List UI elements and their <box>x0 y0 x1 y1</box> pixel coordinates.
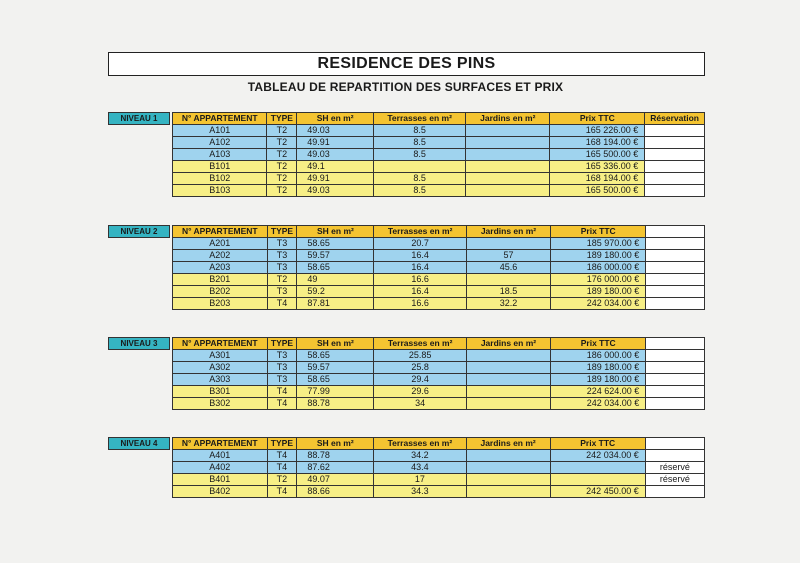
cell-sh: 59.2 <box>297 286 374 298</box>
cell-reservation <box>646 250 705 262</box>
cell-apartment: A101 <box>173 125 267 137</box>
cell-type: T4 <box>267 386 297 398</box>
cell-terrasse: 29.4 <box>374 374 466 386</box>
cell-terrasse: 25.85 <box>374 350 466 362</box>
header-jardin: Jardins en m² <box>466 438 550 450</box>
cell-jardin: 57 <box>466 250 550 262</box>
table-row <box>173 286 705 298</box>
cell-terrasse: 43.4 <box>374 462 466 474</box>
cell-sh: 58.65 <box>297 238 374 250</box>
header-jardin: Jardins en m² <box>466 226 550 238</box>
cell-jardin <box>466 486 550 498</box>
cell-prix: 165 226.00 € <box>550 125 645 137</box>
cell-type: T4 <box>267 298 297 310</box>
cell-sh: 59.57 <box>297 250 374 262</box>
cell-reservation <box>646 398 705 410</box>
cell-reservation <box>646 386 705 398</box>
cell-prix: 176 000.00 € <box>551 274 646 286</box>
table-row <box>173 374 705 386</box>
cell-sh: 49.03 <box>297 149 374 161</box>
cell-jardin <box>466 398 550 410</box>
header-row <box>173 113 705 125</box>
table-row <box>173 486 705 498</box>
header-type: TYPE <box>267 226 297 238</box>
header-reservation <box>646 226 705 238</box>
cell-apartment: A103 <box>173 149 267 161</box>
level-table <box>172 337 705 410</box>
cell-terrasse: 29.6 <box>374 386 466 398</box>
cell-terrasse: 16.4 <box>374 286 466 298</box>
cell-prix: 189 180.00 € <box>551 362 646 374</box>
table-row <box>173 137 705 149</box>
header-terrasse: Terrasses en m² <box>374 438 466 450</box>
cell-terrasse: 16.6 <box>374 298 466 310</box>
cell-reservation <box>646 286 705 298</box>
header-apartment: N° APPARTEMENT <box>173 338 268 350</box>
cell-jardin <box>466 173 550 185</box>
cell-apartment: B103 <box>173 185 267 197</box>
header-reservation: Réservation <box>645 113 705 125</box>
header-type: TYPE <box>267 338 297 350</box>
cell-reservation <box>645 149 705 161</box>
cell-sh: 49 <box>297 274 374 286</box>
cell-type: T2 <box>267 137 297 149</box>
header-sh: SH en m² <box>297 438 374 450</box>
cell-type: T4 <box>267 398 297 410</box>
header-apartment: N° APPARTEMENT <box>173 438 268 450</box>
cell-type: T2 <box>267 161 297 173</box>
cell-prix: 242 034.00 € <box>551 298 646 310</box>
cell-type: T2 <box>267 173 297 185</box>
header-type: TYPE <box>267 438 297 450</box>
cell-jardin <box>466 149 550 161</box>
cell-jardin <box>466 274 550 286</box>
cell-terrasse <box>374 161 466 173</box>
cell-sh: 87.81 <box>297 298 374 310</box>
cell-apartment: B201 <box>173 274 268 286</box>
header-sh: SH en m² <box>297 113 374 125</box>
cell-jardin <box>466 125 550 137</box>
table-row <box>173 149 705 161</box>
cell-apartment: B203 <box>173 298 268 310</box>
cell-jardin <box>466 374 550 386</box>
cell-terrasse: 17 <box>374 474 466 486</box>
cell-terrasse: 8.5 <box>374 125 466 137</box>
cell-apartment: A303 <box>173 374 268 386</box>
header-sh: SH en m² <box>297 338 374 350</box>
cell-type: T3 <box>267 262 297 274</box>
table-row <box>173 250 705 262</box>
cell-type: T3 <box>267 238 297 250</box>
cell-prix: 165 500.00 € <box>550 149 645 161</box>
cell-type: T2 <box>267 185 297 197</box>
header-terrasse: Terrasses en m² <box>374 226 466 238</box>
cell-prix: 165 500.00 € <box>550 185 645 197</box>
header-apartment: N° APPARTEMENT <box>173 226 268 238</box>
header-row <box>173 438 705 450</box>
cell-terrasse: 25.8 <box>374 362 466 374</box>
table-row <box>173 462 705 474</box>
header-reservation <box>645 438 704 450</box>
cell-prix: 165 336.00 € <box>550 161 645 173</box>
level-label: NIVEAU 3 <box>108 337 170 350</box>
cell-sh: 88.66 <box>297 486 374 498</box>
cell-apartment: A102 <box>173 137 267 149</box>
cell-terrasse: 16.6 <box>374 274 466 286</box>
header-row <box>173 226 705 238</box>
cell-sh: 59.57 <box>297 362 374 374</box>
cell-apartment: A203 <box>173 262 268 274</box>
cell-jardin <box>466 350 550 362</box>
cell-type: T3 <box>267 350 297 362</box>
table-row <box>173 262 705 274</box>
cell-prix: 189 180.00 € <box>551 286 646 298</box>
cell-prix: 242 450.00 € <box>550 486 645 498</box>
cell-prix <box>550 474 645 486</box>
cell-reservation <box>645 137 705 149</box>
cell-apartment: B302 <box>173 398 268 410</box>
cell-type: T3 <box>267 362 297 374</box>
cell-terrasse: 8.5 <box>374 137 466 149</box>
cell-type: T2 <box>267 149 297 161</box>
table-row <box>173 350 705 362</box>
cell-prix: 185 970.00 € <box>551 238 646 250</box>
header-prix: Prix TTC <box>551 338 646 350</box>
header-type: TYPE <box>267 113 297 125</box>
cell-jardin: 32.2 <box>466 298 550 310</box>
cell-jardin <box>466 185 550 197</box>
table-row <box>173 274 705 286</box>
cell-apartment: A402 <box>173 462 268 474</box>
cell-sh: 58.65 <box>297 374 374 386</box>
cell-reservation <box>645 173 705 185</box>
table-row <box>173 474 705 486</box>
cell-prix: 224 624.00 € <box>551 386 646 398</box>
cell-reservation: réservé <box>645 474 704 486</box>
cell-terrasse: 34.3 <box>374 486 466 498</box>
table-row <box>173 173 705 185</box>
cell-prix: 189 180.00 € <box>551 250 646 262</box>
cell-jardin <box>466 137 550 149</box>
title-text: RESIDENCE DES PINS <box>317 55 496 72</box>
table-row <box>173 386 705 398</box>
document-title <box>108 52 705 76</box>
table-row <box>173 238 705 250</box>
cell-sh: 49.91 <box>297 137 374 149</box>
cell-terrasse: 16.4 <box>374 262 466 274</box>
cell-apartment: B401 <box>173 474 268 486</box>
table-row <box>173 362 705 374</box>
cell-reservation <box>646 238 705 250</box>
cell-jardin <box>466 386 550 398</box>
table-row <box>173 398 705 410</box>
table-row <box>173 450 705 462</box>
cell-apartment: B101 <box>173 161 267 173</box>
cell-prix: 242 034.00 € <box>550 450 645 462</box>
document-subtitle: TABLEAU DE REPARTITION DES SURFACES ET PRIX <box>247 80 564 94</box>
cell-sh: 49.91 <box>297 173 374 185</box>
header-row <box>173 338 705 350</box>
cell-prix: 186 000.00 € <box>551 350 646 362</box>
cell-apartment: B301 <box>173 386 268 398</box>
cell-sh: 49.03 <box>297 185 374 197</box>
header-apartment: N° APPARTEMENT <box>173 113 267 125</box>
table-row <box>173 185 705 197</box>
cell-sh: 49.1 <box>297 161 374 173</box>
cell-terrasse: 34.2 <box>374 450 466 462</box>
cell-type: T4 <box>267 450 297 462</box>
cell-sh: 87.62 <box>297 462 374 474</box>
cell-jardin: 45.6 <box>466 262 550 274</box>
cell-terrasse: 34 <box>374 398 466 410</box>
cell-apartment: B102 <box>173 173 267 185</box>
header-prix: Prix TTC <box>551 226 646 238</box>
cell-sh: 49.03 <box>297 125 374 137</box>
header-prix: Prix TTC <box>550 438 645 450</box>
cell-reservation <box>645 486 704 498</box>
cell-apartment: A201 <box>173 238 268 250</box>
cell-apartment: B402 <box>173 486 268 498</box>
cell-reservation <box>646 350 705 362</box>
cell-sh: 58.65 <box>297 350 374 362</box>
cell-sh: 88.78 <box>297 450 374 462</box>
cell-sh: 49.07 <box>297 474 374 486</box>
cell-jardin <box>466 462 550 474</box>
cell-apartment: A302 <box>173 362 268 374</box>
table-row <box>173 125 705 137</box>
cell-apartment: A401 <box>173 450 268 462</box>
header-sh: SH en m² <box>297 226 374 238</box>
level-table <box>172 437 705 498</box>
cell-jardin <box>466 362 550 374</box>
header-reservation <box>646 338 705 350</box>
cell-prix: 242 034.00 € <box>551 398 646 410</box>
cell-prix: 186 000.00 € <box>551 262 646 274</box>
cell-reservation <box>645 450 704 462</box>
cell-jardin: 18.5 <box>466 286 550 298</box>
cell-jardin <box>466 450 550 462</box>
cell-prix <box>550 462 645 474</box>
cell-terrasse: 20.7 <box>374 238 466 250</box>
cell-type: T2 <box>267 274 297 286</box>
header-jardin: Jardins en m² <box>466 338 550 350</box>
cell-reservation <box>645 161 705 173</box>
level-label: NIVEAU 4 <box>108 437 170 450</box>
cell-sh: 77.99 <box>297 386 374 398</box>
cell-reservation: réservé <box>645 462 704 474</box>
cell-terrasse: 8.5 <box>374 149 466 161</box>
cell-apartment: A202 <box>173 250 268 262</box>
level-label: NIVEAU 1 <box>108 112 170 125</box>
header-jardin: Jardins en m² <box>466 113 550 125</box>
cell-reservation <box>645 125 705 137</box>
cell-prix: 189 180.00 € <box>551 374 646 386</box>
table-row <box>173 161 705 173</box>
level-label: NIVEAU 2 <box>108 225 170 238</box>
cell-reservation <box>646 298 705 310</box>
cell-jardin <box>466 238 550 250</box>
level-table <box>172 112 705 197</box>
table-row <box>173 298 705 310</box>
cell-reservation <box>646 274 705 286</box>
cell-jardin <box>466 474 550 486</box>
header-prix: Prix TTC <box>550 113 645 125</box>
cell-terrasse: 8.5 <box>374 173 466 185</box>
cell-terrasse: 16.4 <box>374 250 466 262</box>
cell-reservation <box>646 374 705 386</box>
cell-type: T2 <box>267 125 297 137</box>
cell-terrasse: 8.5 <box>374 185 466 197</box>
cell-type: T4 <box>267 462 297 474</box>
cell-type: T2 <box>267 474 297 486</box>
cell-apartment: B202 <box>173 286 268 298</box>
cell-prix: 168 194.00 € <box>550 173 645 185</box>
header-terrasse: Terrasses en m² <box>374 338 466 350</box>
header-terrasse: Terrasses en m² <box>374 113 466 125</box>
cell-reservation <box>646 362 705 374</box>
cell-reservation <box>645 185 705 197</box>
cell-sh: 58.65 <box>297 262 374 274</box>
cell-type: T4 <box>267 486 297 498</box>
cell-type: T3 <box>267 374 297 386</box>
cell-sh: 88.78 <box>297 398 374 410</box>
cell-reservation <box>646 262 705 274</box>
level-table <box>172 225 705 310</box>
cell-type: T3 <box>267 250 297 262</box>
cell-apartment: A301 <box>173 350 268 362</box>
cell-type: T3 <box>267 286 297 298</box>
cell-prix: 168 194.00 € <box>550 137 645 149</box>
cell-jardin <box>466 161 550 173</box>
